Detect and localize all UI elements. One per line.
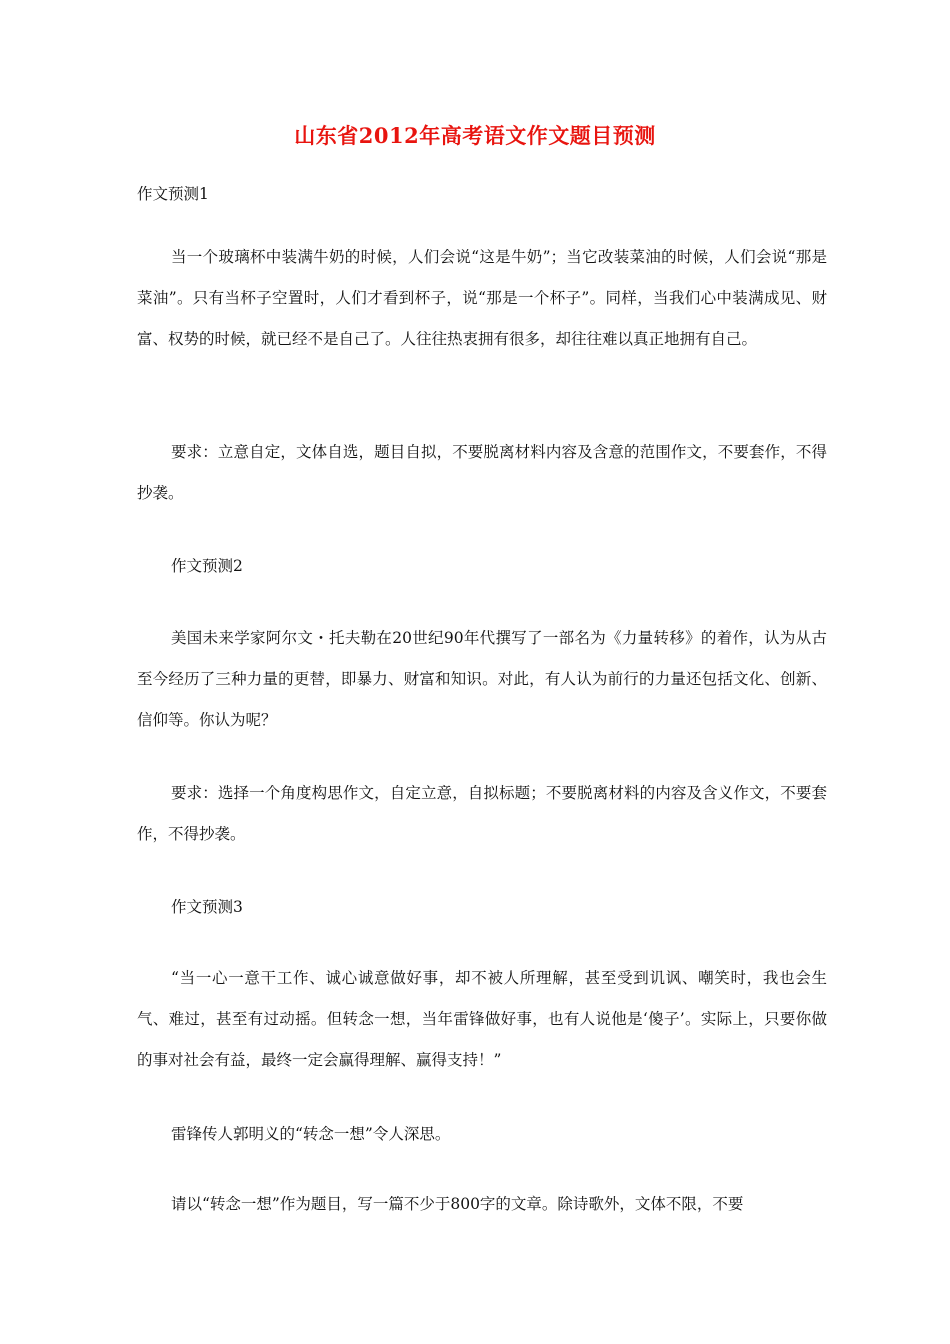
section-1-requirement: 要求：立意自定，文体自选，题目自拟，不要脱离材料内容及含意的范围作文，不要套作，不得抄袭。 (137, 443, 827, 502)
section-3-heading: 作文预测3 (171, 898, 243, 916)
document-title: 山东省2012年高考语文作文题目预测 (294, 123, 656, 148)
section-1-material: 当一个玻璃杯中装满牛奶的时候，人们会说“这是牛奶”；当它改装菜油的时候，人们会说“那是菜油”。只有当杯子空置时，人们才看到杯子，说“那是一个杯子”。同样，当我们心中装满成见、财富、权势的时候，就已经不是自己了。人往往热衷拥有很多，却往往难以真正地拥有自己。 (137, 248, 827, 348)
section-1-heading: 作文预测1 (137, 185, 209, 203)
section-2-material: 美国未来学家阿尔文・托夫勒在20世纪90年代撰写了一部名为《力量转移》的着作，认为从古至今经历了三种力量的更替，即暴力、财富和知识。对此，有人认为前行的力量还包括文化、创新、信仰等。你认为呢？ (137, 629, 827, 729)
section-3-note: 雷锋传人郭明义的“转念一想”令人深思。 (171, 1125, 451, 1143)
section-3-quote: “当一心一意干工作、诚心诚意做好事，却不被人所理解，甚至受到讥讽、嘲笑时，我也会生气、难过，甚至有过动摇。但转念一想，当年雷锋做好事，也有人说他是‘傻子’。实际上，只要你做的事对社会有益，最终一定会赢得理解、赢得支持！” (137, 969, 827, 1069)
section-3-instruction: 请以“转念一想”作为题目，写一篇不少于800字的文章。除诗歌外，文体不限，不要 (171, 1195, 744, 1213)
section-2-requirement: 要求：选择一个角度构思作文，自定立意，自拟标题；不要脱离材料的内容及含义作文，不要套作，不得抄袭。 (137, 784, 827, 843)
section-2-heading: 作文预测2 (171, 557, 243, 575)
